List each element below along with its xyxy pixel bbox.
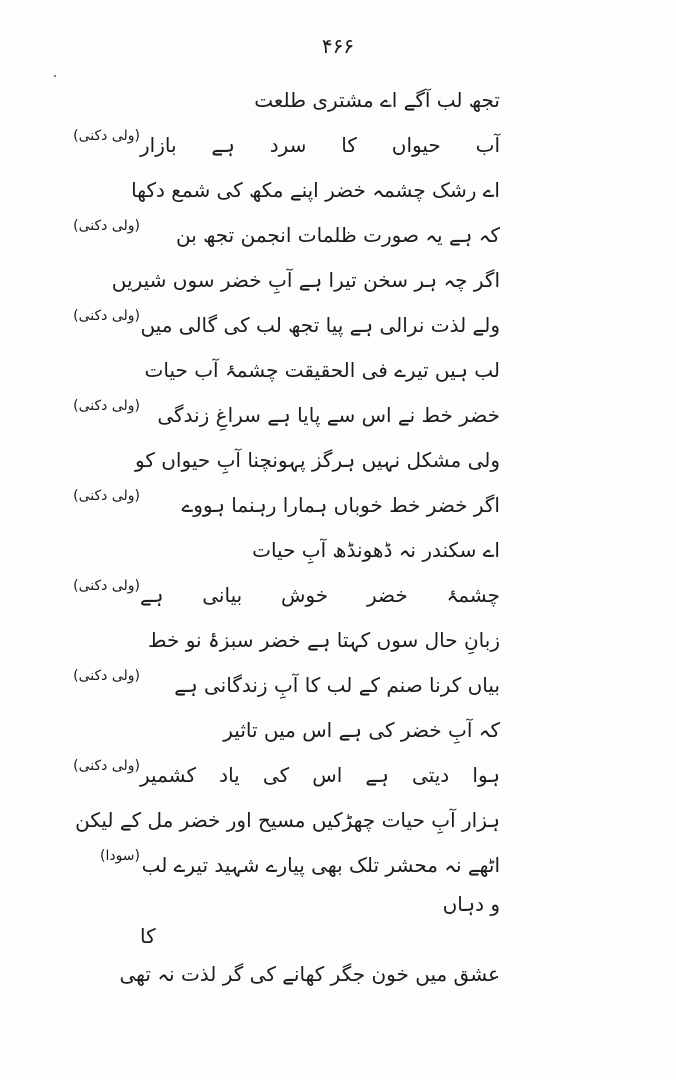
verse-line: اے سکندر نہ ڈھونڈھ آبِ حیات bbox=[252, 538, 500, 562]
poet-attribution: (ولی دکنی) bbox=[73, 668, 140, 684]
verse-line-continuation: و دہاں bbox=[442, 892, 500, 916]
verse-line: لب ہیں تیرے فی الحقیقت چشمۂ آب حیات bbox=[144, 358, 500, 382]
poet-attribution: (ولی دکنی) bbox=[73, 488, 140, 504]
page-number: ۴۶۶ bbox=[321, 34, 355, 58]
verse-line-continuation: کا bbox=[140, 924, 156, 948]
poet-attribution: (سودا) bbox=[99, 848, 140, 864]
verse-line: اگر خضر خط خوباں ہمارا رہنما ہووے bbox=[181, 493, 500, 517]
poet-attribution: (ولی دکنی) bbox=[73, 398, 140, 414]
poet-attribution: (ولی دکنی) bbox=[73, 218, 140, 234]
poet-attribution: (ولی دکنی) bbox=[73, 758, 140, 774]
verse-line: ہوا دیتی ہے اس کی یاد کشمیر bbox=[140, 763, 500, 787]
verse-line: ولی مشکل نہیں ہرگز پہونچنا آبِ حیواں کو bbox=[135, 448, 500, 472]
verse-line: تجھ لب آگے اے مشتری طلعت bbox=[254, 88, 500, 112]
poet-attribution: (ولی دکنی) bbox=[73, 128, 140, 144]
verse-line: خضر خط نے اس سے پایا ہے سراغِ زندگی bbox=[157, 403, 500, 427]
verse-line: اگر چہ ہر سخن تیرا ہے آبِ خضر سوں شیریں bbox=[111, 268, 500, 292]
verse-line: عشق میں خون جگر کھانے کی گر لذت نہ تھی bbox=[119, 962, 500, 986]
verse-line: چشمۂ خضر خوش بیانی ہے bbox=[140, 583, 500, 607]
poet-attribution: (ولی دکنی) bbox=[73, 578, 140, 594]
verse-line: ولے لذت نرالی ہے پیا تجھ لب کی گالی میں bbox=[140, 313, 500, 337]
verse-line: کہ آبِ خضر کی ہے اس میں تاثیر bbox=[223, 718, 500, 742]
verse-line: آب حیواں کا سرد ہے بازار bbox=[140, 133, 500, 157]
page-speck bbox=[54, 75, 56, 77]
verse-line: کہ ہے یہ صورت ظلمات انجمن تجھ بن bbox=[175, 223, 500, 247]
poet-attribution: (ولی دکنی) bbox=[73, 308, 140, 324]
verse-line: اے رشک چشمہ خضر اپنے مکھ کی شمع دکھا bbox=[131, 178, 500, 202]
verse-line: زبانِ حال سوں کہتا ہے خضر سبزۂ نو خط bbox=[148, 628, 500, 652]
verse-line: ہزار آبِ حیات چھڑکیں مسیح اور خضر مل کے لیکن bbox=[75, 808, 500, 832]
verse-line: اٹھے نہ محشر تلک بھی پیارے شہید تیرے لب bbox=[141, 853, 500, 877]
verse-line: بیاں کرنا صنم کے لب کا آبِ زندگانی ہے bbox=[174, 673, 500, 697]
